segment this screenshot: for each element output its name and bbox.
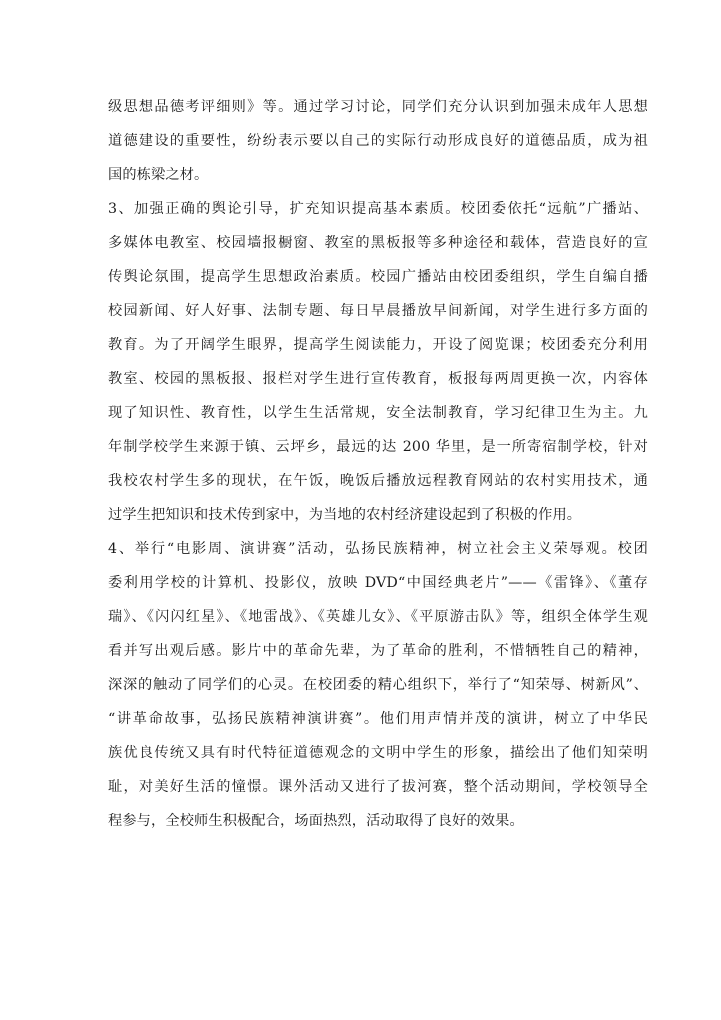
text-line: 国的栋梁之材。 bbox=[108, 167, 209, 183]
text-line: 多媒体电教室、校园墙报橱窗、教室的黑板报等多种途径和载体，营造良好的宣 bbox=[108, 235, 648, 251]
text-line: 校园新闻、好人好事、法制专题、每日早晨播放早间新闻，对学生进行多方面的 bbox=[108, 303, 648, 319]
text-line: 教育。为了开阔学生眼界，提高学生阅读能力，开设了阅览课；校团委充分利用 bbox=[108, 337, 648, 353]
text-line: 程参与，全校师生积极配合，场面热烈，活动取得了良好的效果。 bbox=[108, 813, 524, 829]
text-line: 深深的触动了同学们的心灵。在校团委的精心组织下，举行了“知荣辱、树新风”、 bbox=[108, 677, 648, 693]
text-line: 年制学校学生来源于镇、云坪乡，最远的达 200 华里，是一所寄宿制学校，针对 bbox=[108, 439, 648, 455]
text-line: 我校农村学生多的现状，在午饭，晚饭后播放远程教育网站的农村实用技术，通 bbox=[108, 473, 648, 489]
document-body bbox=[108, 90, 648, 838]
text-line: 过学生把知识和技术传到家中，为当地的农村经济建设起到了积极的作用。 bbox=[108, 507, 582, 523]
text-line: 委利用学校的计算机、投影仪，放映 DVD“中国经典老片”——《雷锋》、《董存 bbox=[108, 575, 648, 591]
text-line: 传舆论氛围，提高学生思想政治素质。校园广播站由校团委组织，学生自编自播 bbox=[108, 269, 648, 285]
text-line: 4、举行“电影周、演讲赛”活动，弘扬民族精神，树立社会主义荣辱观。校团 bbox=[108, 541, 648, 557]
text-line: 现了知识性、教育性，以学生生活常规，安全法制教育，学习纪律卫生为主。九 bbox=[108, 405, 648, 421]
text-line: 族优良传统又具有时代特征道德观念的文明中学生的形象，描绘出了他们知荣明 bbox=[108, 745, 648, 761]
text-line: 瑞》、《闪闪红星》、《地雷战》、《英雄儿女》、《平原游击队》等，组织全体学生观 bbox=[108, 609, 648, 625]
text-line: 教室、校园的黑板报、报栏对学生进行宣传教育，板报每两周更换一次，内容体 bbox=[108, 371, 648, 387]
text-line: 看并写出观后感。影片中的革命先辈，为了革命的胜利，不惜牺牲自己的精神， bbox=[108, 643, 648, 659]
text-line: 3、加强正确的舆论引导，扩充知识提高基本素质。校团委依托“远航”广播站、 bbox=[108, 201, 648, 217]
text-line: 耻，对美好生活的憧憬。课外活动又进行了拔河赛，整个活动期间，学校领导全 bbox=[108, 779, 648, 795]
text-line: 道德建设的重要性，纷纷表示要以自己的实际行动形成良好的道德品质，成为祖 bbox=[108, 133, 648, 149]
text-line: “讲革命故事，弘扬民族精神演讲赛”。他们用声情并茂的演讲，树立了中华民 bbox=[108, 711, 648, 727]
text-line: 级思想品德考评细则》等。通过学习讨论，同学们充分认识到加强未成年人思想 bbox=[108, 99, 648, 115]
